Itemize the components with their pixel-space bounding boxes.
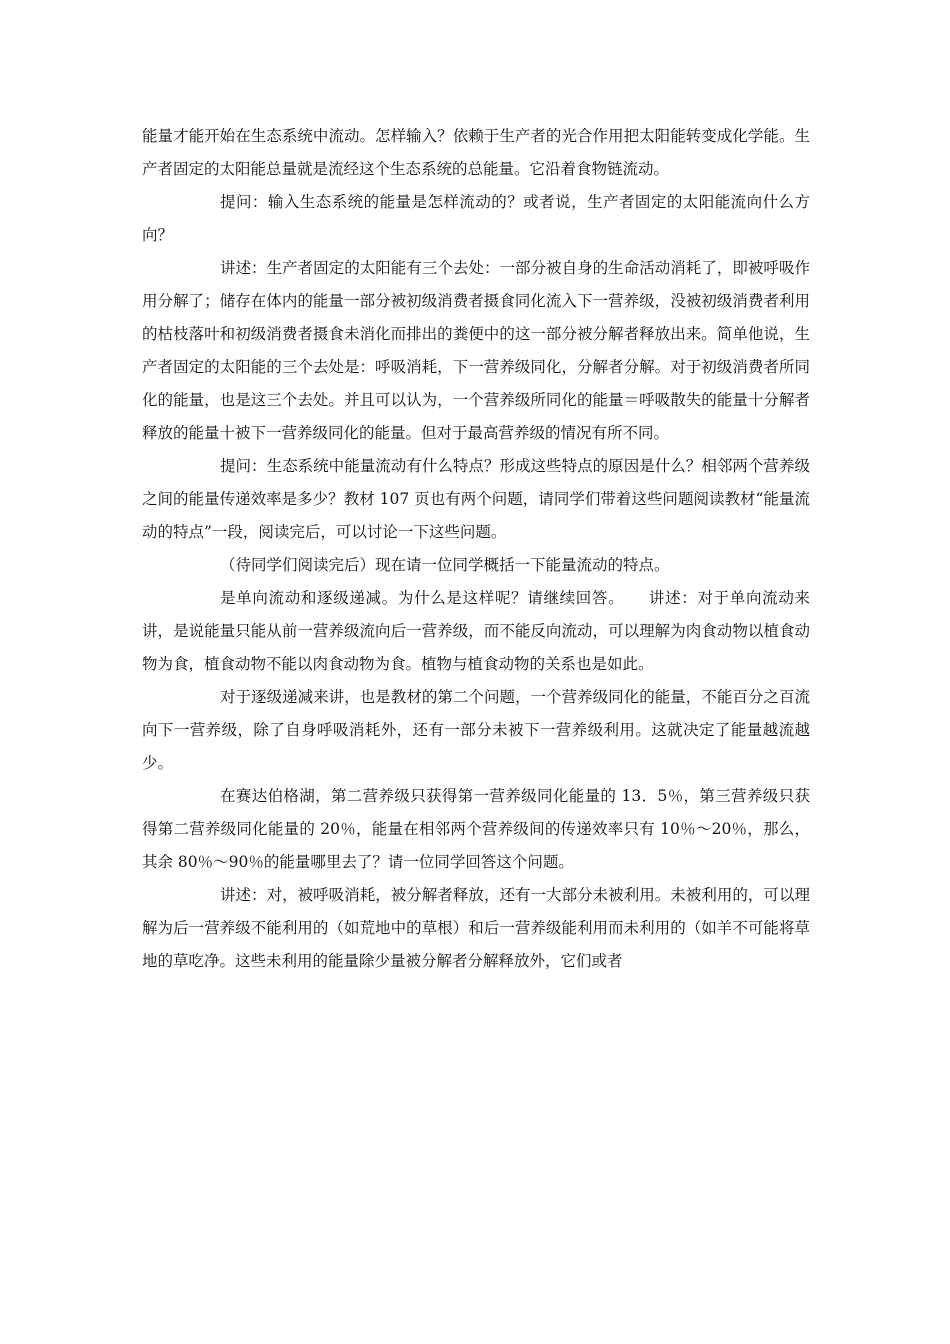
paragraph: 讲述：对，被呼吸消耗，被分解者释放，还有一大部分未被利用。未被利用的，可以理解为后一营养级不能利用的（如荒地中的草根）和后一营养级能利用而未利用的（如羊不可能将草地的草吃净。这些未利用的能量除少量被分解者分解释放外，它们或者	[142, 886, 810, 970]
paragraph: 是单向流动和逐级递减。为什么是这样呢？请继续回答。 讲述：对于单向流动来讲，是说能量只能从前一营养级流向后一营养级，而不能反向流动，可以理解为肉食动物以植食动物为食，植食动物不能以肉食动物为食。植物与植食动物的关系也是如此。	[142, 589, 810, 673]
paragraph: 在赛达伯格湖，第二营养级只获得第一营养级同化能量的 13．5％，第三营养级只获得第二营养级同化能量的 20％，能量在相邻两个营养级间的传递效率只有 10％～20％，那么，其余 80％～90％的能量哪里去了？请一位同学回答这个问题。	[142, 787, 810, 871]
paragraph: 提问：输入生态系统的能量是怎样流动的？或者说，生产者固定的太阳能流向什么方向？	[142, 193, 810, 244]
document-body	[142, 120, 810, 978]
paragraph: 对于逐级递减来讲，也是教材的第二个问题，一个营养级同化的能量，不能百分之百流向下一营养级，除了自身呼吸消耗外，还有一部分未被下一营养级利用。这就决定了能量越流越少。	[142, 688, 810, 772]
paragraph: 能量才能开始在生态系统中流动。怎样输入？依赖于生产者的光合作用把太阳能转变成化学能。生产者固定的太阳能总量就是流经这个生态系统的总能量。它沿着食物链流动。	[142, 127, 810, 178]
paragraph: 讲述：生产者固定的太阳能有三个去处：一部分被自身的生命活动消耗了，即被呼吸作用分解了；储存在体内的能量一部分被初级消费者摄食同化流入下一营养级，没被初级消费者利用的枯枝落叶和初级消费者摄食未消化而排出的粪便中的这一部分被分解者释放出来。简单他说，生产者固定的太阳能的三个去处是：呼吸消耗，下一营养级同化，分解者分解。对于初级消费者所同化的能量，也是这三个去处。并且可以认为，一个营养级所同化的能量＝呼吸散失的能量十分解者释放的能量十被下一营养级同化的能量。但对于最高营养级的情况有所不同。	[142, 259, 810, 442]
paragraph: （待同学们阅读完后）现在请一位同学概括一下能量流动的特点。	[220, 556, 670, 574]
paragraph: 提问：生态系统中能量流动有什么特点？形成这些特点的原因是什么？相邻两个营养级之间的能量传递效率是多少？教材 107 页也有两个问题，请同学们带着这些问题阅读教材“能量流动的特点”一段，阅读完后，可以讨论一下这些问题。	[142, 457, 810, 541]
